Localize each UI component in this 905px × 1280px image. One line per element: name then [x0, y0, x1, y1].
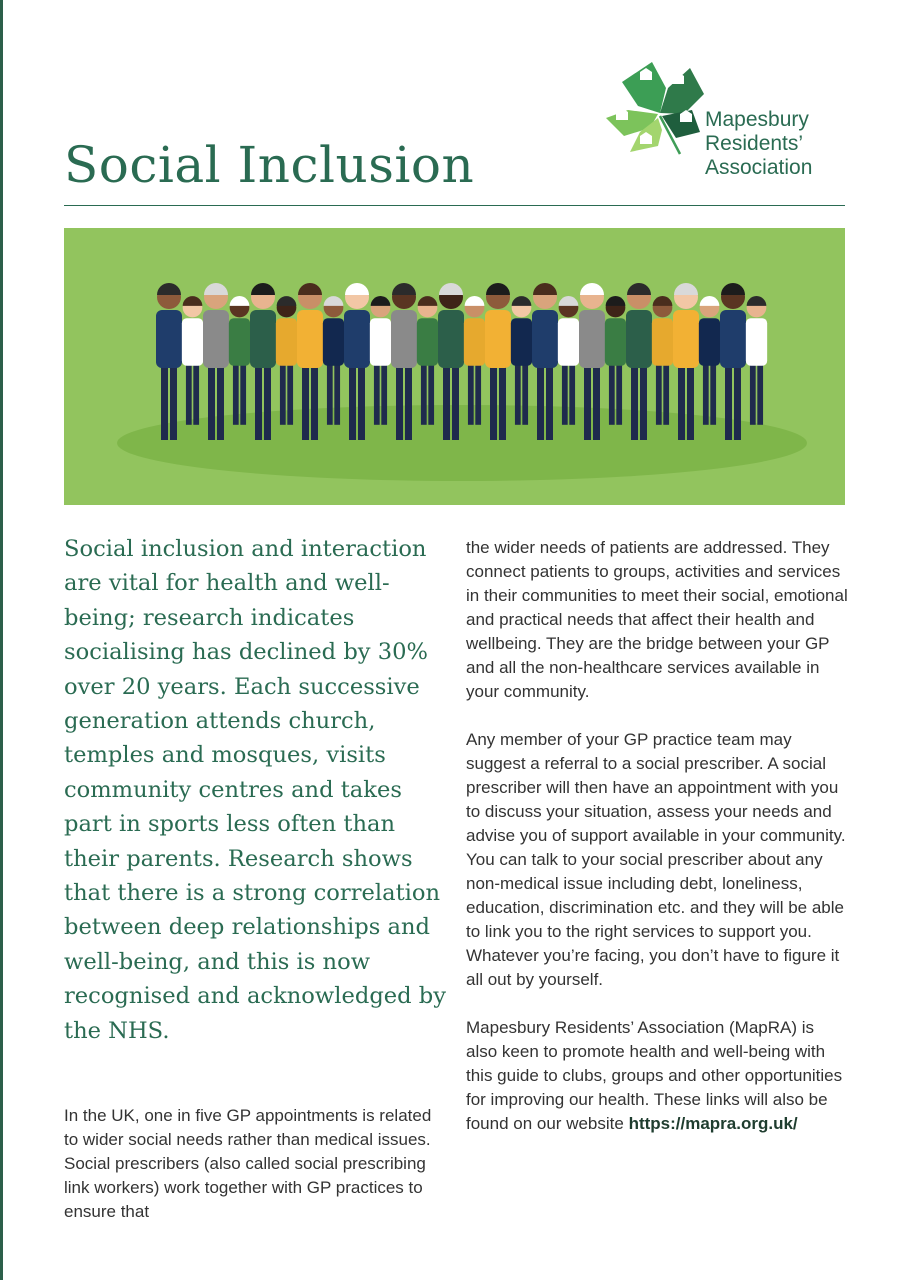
figure-body [720, 310, 746, 368]
figure-body [250, 310, 276, 368]
figure-leg [443, 360, 450, 440]
figure-leg [584, 360, 591, 440]
figure-leg [468, 359, 474, 425]
logo-line-3: Association [705, 156, 813, 179]
logo-text [705, 108, 812, 180]
gp-appointments-text-part1: In the UK, one in five GP appointments is related to wider social needs rather than medical issues. Social prescribers (also called social prescribing link workers) work together with GP practices to ensure that [64, 1106, 432, 1221]
figure-leg [609, 359, 615, 425]
figure-leg [616, 359, 622, 425]
figure-body [417, 318, 438, 366]
gp-appointments-text-part2: the wider needs of patients are addressed. They connect patients to groups, activities and services in their communities to meet their social, emotional and practical needs that affect their health and wellbeing. They are the bridge between your GP and all the non-healthcare services available in your community. [466, 538, 848, 701]
figure-leg [396, 360, 403, 440]
figure-body [652, 318, 673, 366]
figure-leg [302, 360, 309, 440]
figure-body [438, 310, 464, 368]
logo-line-1: Mapesbury [705, 108, 809, 131]
figure-leg [428, 359, 434, 425]
figure-leg [193, 359, 199, 425]
figure-body [626, 310, 652, 368]
figure-leg [546, 360, 553, 440]
figure-body [156, 310, 182, 368]
figure-leg [537, 360, 544, 440]
figure-leg [452, 360, 459, 440]
figure-leg [725, 360, 732, 440]
figure-leg [703, 359, 709, 425]
figure-leg [750, 359, 756, 425]
mapra-paragraph [466, 1016, 848, 1136]
figure-leg [562, 359, 568, 425]
figure-body [579, 310, 605, 368]
figure-body [673, 310, 699, 368]
figure-leg [381, 359, 387, 425]
figure-leg [186, 359, 192, 425]
figure-body [605, 318, 626, 366]
figure-leg [569, 359, 575, 425]
intro-text: Social inclusion and interaction are vital for health and well-being; research indicates socialising has declined by 30% over 20 years. Each successive generation attends church, temples and mosques, visits community centres and takes part in sports less often than their parents. Research shows that there is a strong correlation between deep relationships and well-being, and this is now recognised and acknowledged by the NHS. [64, 536, 447, 1044]
figure-leg [170, 360, 177, 440]
figure-leg [374, 359, 380, 425]
figure-leg [358, 360, 365, 440]
figure-leg [217, 360, 224, 440]
figure-body [203, 310, 229, 368]
page-edge-bar [0, 0, 3, 1280]
figure-leg [522, 359, 528, 425]
figure-leg [663, 359, 669, 425]
figure-leg [631, 360, 638, 440]
figure-leg [405, 360, 412, 440]
mapra-text: Mapesbury Residents’ Association (MapRA) is also keen to promote health and well-being with this guide to clubs, groups and other opportunities for improving our health. These links will also be found on our website [466, 1018, 843, 1133]
figure-leg [264, 360, 271, 440]
figure-body [276, 318, 297, 366]
figure-leg [287, 359, 293, 425]
figure-leg [161, 360, 168, 440]
page-title: Social Inclusion [64, 136, 475, 194]
diverse-community-crowd-illustration [64, 228, 845, 505]
figure-body [532, 310, 558, 368]
referral-paragraph: Any member of your GP practice team may suggest a referral to a social prescriber. A social prescriber will then have an appointment with you to discuss your situation, assess your needs and advise you of support available in your community. You can talk to your social prescriber about any non-medical issue including debt, loneliness, education, discrimination etc. and they will be able to link you to the right services to support you. Whatever you’re facing, you don’t have to figure it all out by yourself. [466, 730, 846, 989]
logo-line-2: Residents’ [705, 132, 804, 155]
figure-leg [311, 360, 318, 440]
body-text-col-left [64, 1104, 449, 1224]
figure-body [699, 318, 720, 366]
figure-leg [734, 360, 741, 440]
figure-leg [334, 359, 340, 425]
figure-body [746, 318, 767, 366]
figure-leg [640, 360, 647, 440]
figure-leg [499, 360, 506, 440]
figure-body [229, 318, 250, 366]
figure-leg [593, 360, 600, 440]
body-text-col-right [466, 536, 848, 1160]
figure-body [344, 310, 370, 368]
figure-leg [490, 360, 497, 440]
figure-leg [327, 359, 333, 425]
figure-body [485, 310, 511, 368]
figure-leg [475, 359, 481, 425]
figure-body [464, 318, 485, 366]
figure-leg [515, 359, 521, 425]
figure-leg [208, 360, 215, 440]
figure-leg [757, 359, 763, 425]
figure-leg [255, 360, 262, 440]
figure-leg [656, 359, 662, 425]
figure-body [323, 318, 344, 366]
figure-leg [233, 359, 239, 425]
figure-leg [678, 360, 685, 440]
figure-leg [240, 359, 246, 425]
website-link[interactable]: https://mapra.org.uk/ [628, 1114, 798, 1133]
figure-leg [421, 359, 427, 425]
figure-body [558, 318, 579, 366]
figure-body [391, 310, 417, 368]
mapra-logo [600, 58, 850, 179]
figure-leg [349, 360, 356, 440]
figure-body [297, 310, 323, 368]
leaf-houses-icon [600, 58, 710, 158]
figure-leg [710, 359, 716, 425]
figure-leg [687, 360, 694, 440]
title-divider [64, 205, 845, 206]
figure-body [370, 318, 391, 366]
figure-leg [280, 359, 286, 425]
figure-body [182, 318, 203, 366]
figure-body [511, 318, 532, 366]
